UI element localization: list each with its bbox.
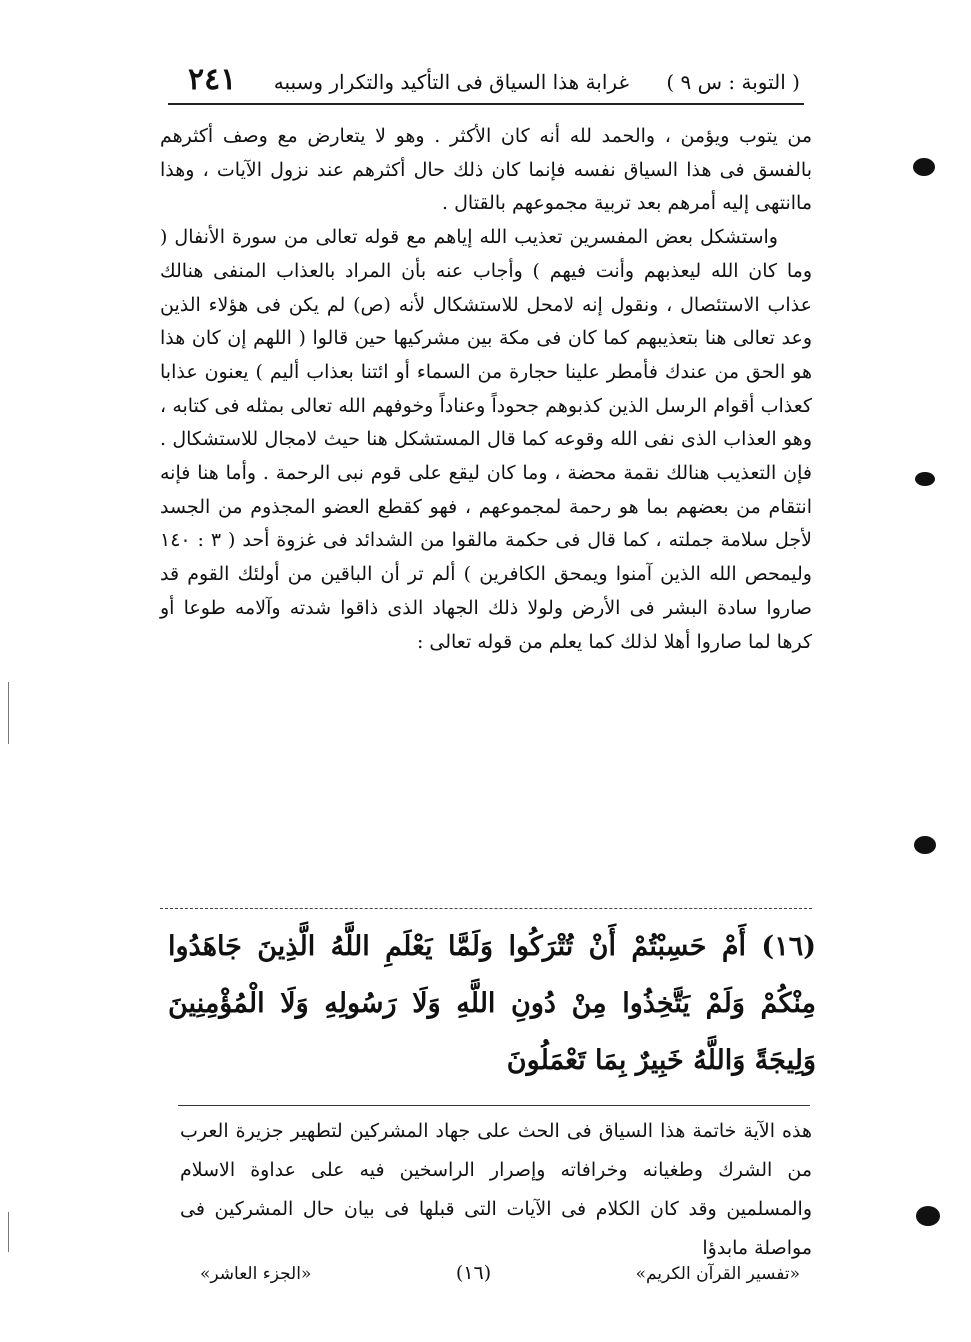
footer-page-number: (١٦) — [455, 1262, 492, 1284]
binding-hole-mark — [915, 472, 935, 486]
commentary-paragraph: من يتوب ويؤمن ، والحمد لله أنه كان الأكثر . وهو لا يتعارض مع وصف أكثرهم بالفسق فى هذا السياق نفسه فإنما كان ذلك حال أكثرهم عند نزول الآيات ، وهذا ماانتهى إليه أمرهم بعد تربية مجموعهم بالقتال . — [160, 125, 812, 215]
header-divider — [168, 103, 804, 105]
binding-hole-mark — [914, 836, 936, 854]
page-footer — [200, 1262, 800, 1292]
surah-reference: ( التوبة : س ٩ ) — [666, 70, 800, 94]
commentary-paragraph: واستشكل بعض المفسرين تعذيب الله إياهم مع قوله تعالى من سورة الأنفال ( وما كان الله ليعذبهم وأنت فيهم ) وأجاب عنه بأن المراد بالعذاب المنفى هنالك عذاب الاستئصال ، ونقول إنه لامحل للاستشكال لأنه (ص) لم يكن فى هؤلاء الذين وعد تعالى هنا بتعذيبهم كما كان فى مكة بين مشركيها حين قالوا ( اللهم إن كان هذا هو الحق من عندك فأمطر علينا حجارة من السماء أو ائتنا بعذاب أليم ) يعنون عذابا كعذاب أقوام الرسل الذين كذبوهم جحوداً وعناداً وخوفهم الله تعالى بمثله فى كتابه ، وهو العذاب الذى نفى الله وقوعه كما قال المستشكل هنا حيث لامجال للاستشكال . فإن التعذيب هنالك نقمة محضة ، وما كان ليقع على قوم نبى الرحمة . وأما هنا فإنه انتقام من بعضهم بما هو رحمة لمجموعهم ، فهو كقطع العضو المجذوم من الجسد لأجل سلامة جملته ، كما قال فى حكمة مالقوا من الشدائد فى غزوة أحد ( ٣ : ١٤٠ وليمحص الله الذين آمنوا ويمحق الكافرين ) ألم تر أن الباقين من أولئك القوم قد صاروا سادة البشر فى الأرض ولولا ذلك الجهاد الذى ذاقوا شدته وآلامه طوعا أو كرها لما صاروا أهلا لذلك كما يعلم من قوله تعالى : — [160, 226, 813, 653]
verse-commentary — [180, 1112, 812, 1268]
footer-part: «الجزء العاشر» — [200, 1264, 312, 1284]
quran-verse — [168, 918, 816, 1089]
scan-edge-line — [8, 682, 9, 744]
verse-divider — [160, 908, 812, 909]
running-header — [188, 62, 800, 102]
binding-hole-mark — [913, 158, 935, 176]
verse-text: (١٦) أَمْ حَسِبْتُمْ أَنْ تُتْرَكُوا وَلَمَّا يَعْلَمِ اللَّهُ الَّذِينَ جَاهَدُوا مِنْكُمْ وَلَمْ يَتَّخِذُوا مِنْ دُونِ اللَّهِ وَلَا رَسُولِهِ وَلَا الْمُؤْمِنِينَ وَلِيجَةً وَاللَّهُ خَبِيرٌ بِمَا تَعْمَلُونَ — [168, 931, 816, 1076]
scan-edge-line — [8, 1212, 9, 1252]
commentary-text — [160, 120, 812, 659]
page-number: ٢٤١ — [188, 62, 237, 97]
note-divider — [178, 1105, 810, 1106]
header-title: غرابة هذا السياق فى التأكيد والتكرار وسببه — [273, 70, 629, 94]
note-paragraph: هذه الآية خاتمة هذا السياق فى الحث على جهاد المشركين لتطهير جزيرة العرب من الشرك وطغيانه وخرافاته وإصرار الراسخين فيه على عداوة الاسلام والمسلمين وقد كان الكلام فى الآيات التى قبلها فى بيان حال المشركين فى مواصلة مابدؤا — [180, 1120, 812, 1259]
binding-hole-mark — [916, 1206, 940, 1226]
footer-book-title: «تفسير القرآن الكريم» — [635, 1264, 800, 1284]
